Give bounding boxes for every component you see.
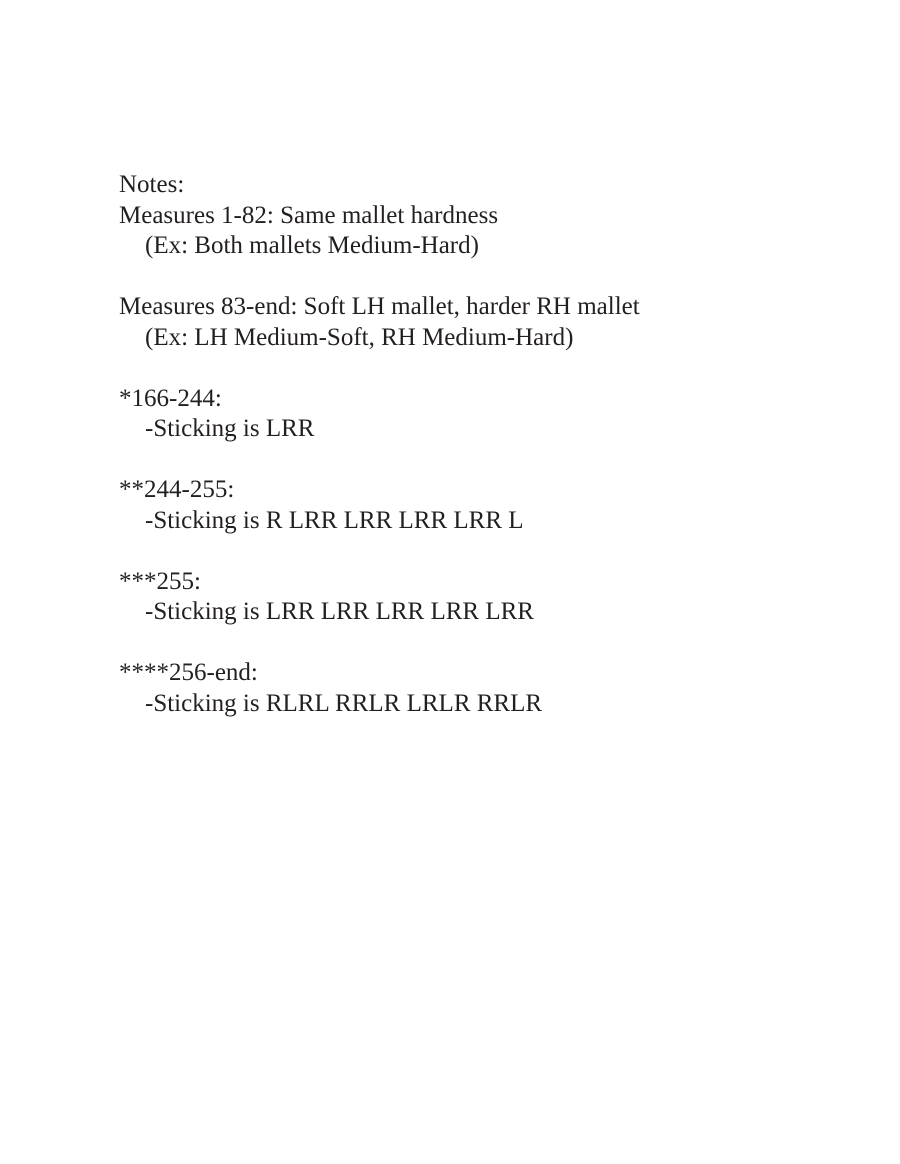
section-title-256-end: ****256-end: — [119, 659, 258, 686]
section-detail-255: -Sticking is LRR LRR LRR LRR LRR — [145, 598, 534, 625]
notes-heading: Notes: — [119, 171, 185, 198]
section-title-255: ***255: — [119, 567, 201, 595]
spacer — [119, 262, 819, 293]
section-detail-measures-83-end: (Ex: LH Medium-Soft, RH Medium-Hard) — [145, 323, 574, 351]
section-detail-244-255: -Sticking is R LRR LRR LRR LRR L — [145, 506, 524, 534]
section-detail-measures-1-82: (Ex: Both mallets Medium-Hard) — [145, 232, 479, 259]
section-detail-166-244: -Sticking is LRR — [145, 415, 315, 442]
spacer — [119, 353, 819, 384]
spacer — [119, 445, 819, 476]
spacer — [119, 536, 819, 567]
section-detail-256-end: -Sticking is RLRL RRLR LRLR RRLR — [145, 689, 543, 717]
section-title-measures-1-82: Measures 1-82: Same mallet hardness — [119, 201, 499, 229]
section-title-166-244: *166-244: — [119, 384, 222, 412]
notes-block — [119, 170, 819, 719]
section-title-measures-83-end: Measures 83-end: Soft LH mallet, harder RH mallet — [119, 293, 640, 320]
section-title-244-255: **244-255: — [119, 476, 235, 503]
spacer — [119, 628, 819, 659]
